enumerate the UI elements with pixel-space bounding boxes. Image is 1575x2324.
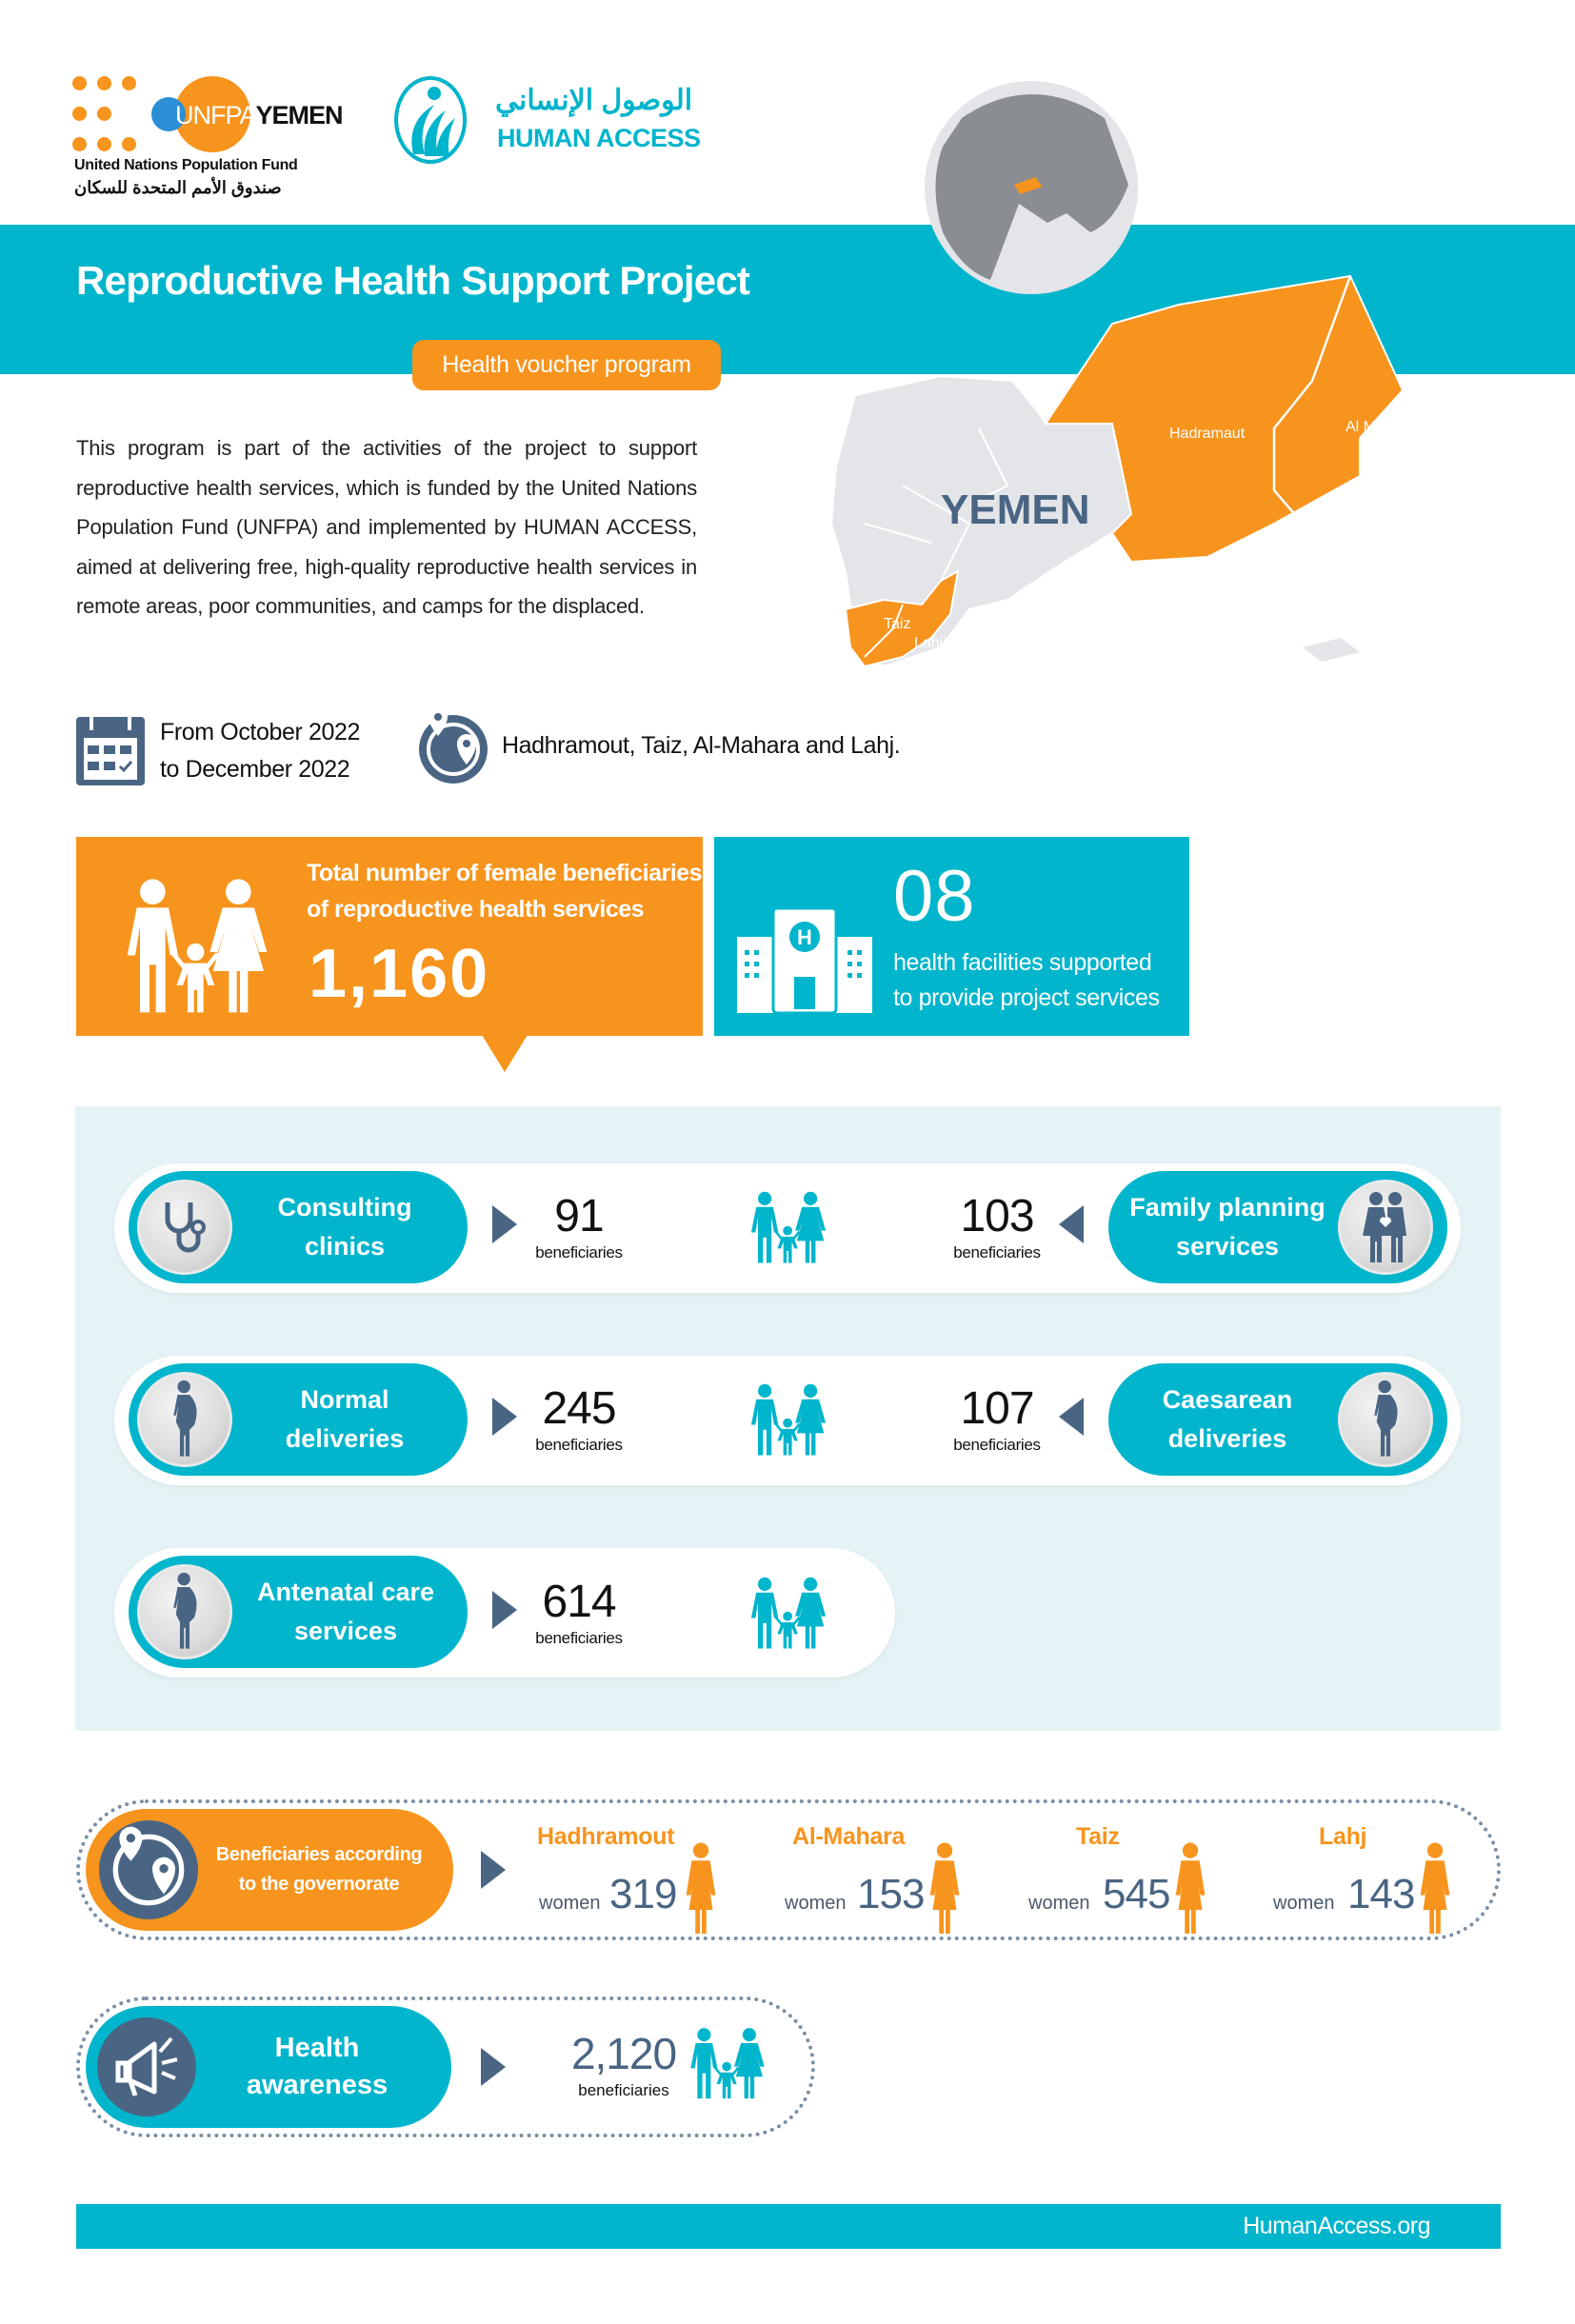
page-title: Reproductive Health Support Project <box>76 258 750 303</box>
map-label-taiz: Taiz <box>884 616 911 632</box>
pregnant-woman-icon-disc <box>137 1372 232 1467</box>
svg-text:H: H <box>797 925 812 949</box>
pregnant-woman-icon <box>169 1380 201 1460</box>
governorate-hadhramout: Hadhramout women 319 <box>533 1823 724 1928</box>
arrow-left-icon <box>1059 1398 1084 1436</box>
pregnant-woman-icon-disc <box>1338 1372 1433 1467</box>
couple-heart-icon-disc <box>1338 1180 1433 1275</box>
arrow-left-icon <box>1059 1205 1084 1243</box>
arrow-right-icon <box>481 1851 506 1889</box>
human-access-name-ar: الوصول الإنساني <box>495 85 693 116</box>
map-label-hadramaut: Hadramaut <box>1169 426 1246 442</box>
consulting-clinics-count: 91 beneficiaries <box>535 1191 623 1261</box>
woman-icon <box>1416 1842 1454 1934</box>
map-pin-globe-icon <box>415 711 489 785</box>
human-access-name-en: HUMAN ACCESS <box>497 124 701 152</box>
governorate-taiz: Taiz women 545 <box>1028 1823 1219 1928</box>
unfpa-subtitle-ar: صندوق الأمم المتحدة للسكان <box>74 178 282 197</box>
pregnant-woman-icon-disc <box>137 1564 232 1659</box>
map-label-al-mahrah: Al Mahrah <box>1346 419 1415 435</box>
family-icon <box>743 1576 834 1652</box>
human-access-mark-icon <box>392 74 469 166</box>
calendar-icon <box>74 709 147 787</box>
governorate-lahj: Lahj women 143 <box>1273 1823 1464 1928</box>
map-label-lahij: Lahij <box>914 635 947 651</box>
antenatal-care-count: 614 beneficiaries <box>535 1577 623 1647</box>
yemen-map <box>827 238 1512 685</box>
family-icon <box>743 1190 834 1266</box>
service-pill-antenatal-care: Antenatal care services <box>129 1556 468 1668</box>
human-access-logo <box>392 74 716 169</box>
governorate-pill: Beneficiaries according to the governorate <box>86 1809 453 1931</box>
pregnant-woman-icon <box>1369 1380 1402 1460</box>
footer-website-link[interactable]: HumanAccess.org <box>1243 2213 1430 2239</box>
stethoscope-icon <box>158 1199 211 1256</box>
family-icon <box>686 2026 769 2102</box>
locations-text: Hadhramout, Taiz, Al-Mahara and Lahj. <box>502 732 901 759</box>
megaphone-icon <box>97 2017 196 2116</box>
awareness-count: 2,120 beneficiaries <box>570 2029 677 2099</box>
period-start: From October 2022 <box>160 719 360 745</box>
unfpa-dots-icon <box>72 76 158 162</box>
female-beneficiaries-value: 1,160 <box>309 936 490 1012</box>
service-pill-caesarean-deliveries: Caesarean deliveries <box>1108 1363 1447 1476</box>
program-badge: Health voucher program <box>412 340 721 390</box>
health-facilities-value: 08 <box>893 856 976 937</box>
period-end: to December 2022 <box>160 756 350 783</box>
card-pointer <box>482 1035 528 1072</box>
pregnant-woman-icon <box>169 1572 201 1652</box>
family-icon <box>116 876 278 1019</box>
stethoscope-icon-disc <box>137 1180 232 1275</box>
woman-icon <box>682 1842 720 1934</box>
arrow-right-icon <box>481 2048 506 2086</box>
footer-bar <box>76 2204 1501 2249</box>
project-period <box>160 714 360 788</box>
unfpa-subtitle-en: United Nations Population Fund <box>74 157 298 173</box>
awareness-pill: Health awareness <box>86 2006 451 2128</box>
woman-icon <box>1171 1842 1209 1934</box>
couple-heart-icon <box>1357 1191 1414 1263</box>
family-planning-count: 103 beneficiaries <box>953 1191 1041 1261</box>
map-pin-globe-icon <box>99 1820 198 1919</box>
service-pill-consulting-clinics: Consulting clinics <box>129 1171 468 1283</box>
unfpa-logo <box>72 67 343 209</box>
health-facilities-label: health facilities supported to provide project services <box>893 949 1160 1011</box>
unfpa-wordmark: UNFPAYEMEN <box>175 101 343 129</box>
governorate-al-mahara: Al-Mahara women 153 <box>783 1823 973 1928</box>
caesarean-deliveries-count: 107 beneficiaries <box>953 1383 1041 1454</box>
hospital-icon <box>735 904 874 1015</box>
map-country-label: YEMEN <box>941 487 1090 533</box>
female-beneficiaries-label: Total number of female beneficiaries of reproductive health services <box>307 860 702 923</box>
service-pill-normal-deliveries: Normal deliveries <box>129 1363 468 1476</box>
normal-deliveries-count: 245 beneficiaries <box>535 1383 623 1454</box>
intro-paragraph: This program is part of the activities of the project to support reproductive health services, which is funded by the United Nations Population Fund (UNFPA) and implemented by HUMAN ACCESS, aimed at delivering free, high-quality reproductive health services in remote areas, poor communities, and camps for the displaced. <box>76 436 697 618</box>
family-icon <box>743 1382 834 1459</box>
woman-icon <box>926 1842 964 1934</box>
service-pill-family-planning: Family planning services <box>1108 1171 1447 1283</box>
